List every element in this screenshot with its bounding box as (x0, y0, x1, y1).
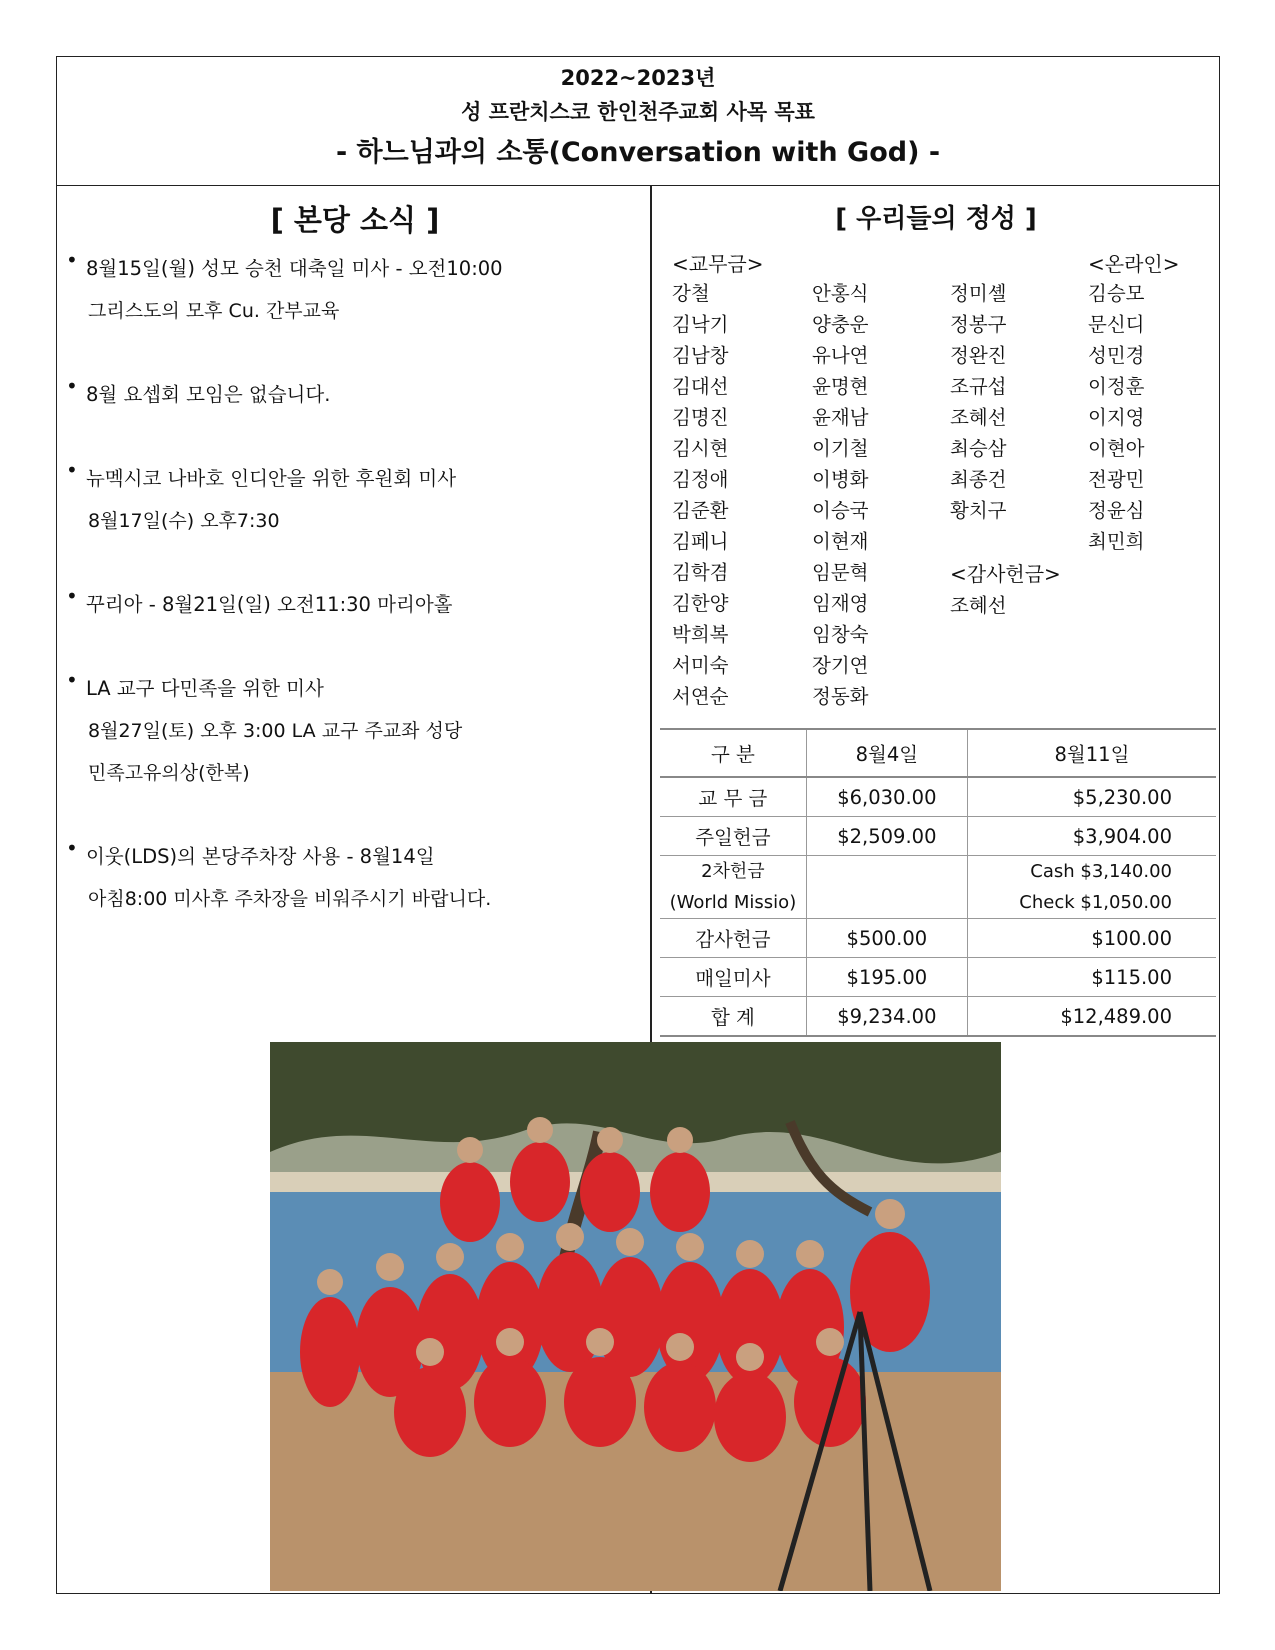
bullet-icon: • (66, 584, 78, 608)
donor-name: 전광민 (1088, 468, 1145, 491)
kyomu-label: <교무금> (672, 252, 764, 276)
news-item (66, 374, 646, 458)
news-item-detail: 아침8:00 미사후 주차장을 비워주시기 바랍니다. (88, 888, 492, 910)
cell-aug4: $6,030.00 (806, 777, 967, 817)
bullet-icon: • (66, 458, 78, 482)
news-item-detail: 민족고유의상(한복) (88, 762, 250, 784)
donor-name: 유나연 (812, 344, 869, 367)
cell-aug4 (806, 856, 967, 919)
row-label-line: (World Missio) (669, 892, 797, 913)
bullet-icon: • (66, 374, 78, 398)
donor-column-3 (950, 278, 1080, 526)
news-item-title: LA 교구 다민족을 위한 미사 (86, 677, 324, 700)
row-label: 감사헌금 (660, 919, 806, 958)
group-photo (270, 1042, 1001, 1591)
donor-name: 조혜선 (950, 406, 1007, 429)
donor-name: 정윤심 (1088, 499, 1145, 522)
header-cell: 8월4일 (806, 729, 967, 777)
news-item-detail: 8월17일(수) 오후7:30 (88, 510, 280, 532)
donor-name: 강철 (672, 282, 710, 305)
donor-name: 성민경 (1088, 344, 1145, 367)
online-label: <온라인> (1088, 252, 1180, 276)
donor-name: 이기철 (812, 437, 869, 460)
table-row (660, 856, 1216, 919)
donor-name: 정동화 (812, 685, 869, 708)
header-goal: 성 프란치스코 한인천주교회 사목 목표 (461, 100, 815, 124)
news-title: [ 본당 소식 ] (270, 203, 440, 237)
donor-name: 이지영 (1088, 406, 1145, 429)
donor-name: 이현재 (812, 530, 869, 553)
table-row (660, 777, 1216, 817)
news-item (66, 248, 646, 374)
donor-name: 안홍식 (812, 282, 869, 305)
donor-name: 서미숙 (672, 654, 729, 677)
donor-column-2 (812, 278, 942, 712)
donor-name: 김명진 (672, 406, 729, 429)
news-item-title: 8월15일(월) 성모 승천 대축일 미사 - 오전10:00 (86, 257, 503, 280)
news-list (66, 248, 646, 920)
donor-name: 임재영 (812, 592, 869, 615)
donor-name: 정완진 (950, 344, 1007, 367)
bullet-icon: • (66, 836, 78, 860)
donor-name: 이정훈 (1088, 375, 1145, 398)
donor-name: 박희복 (672, 623, 729, 646)
table-row-total (660, 997, 1216, 1037)
table-header-row (660, 729, 1216, 777)
cell-aug11: $100.00 (967, 919, 1216, 958)
donor-name: 최민희 (1088, 530, 1145, 553)
news-item-detail: 8월27일(토) 오후 3:00 LA 교구 주교좌 성당 (88, 720, 463, 742)
donor-name: 정봉구 (950, 313, 1007, 336)
cash-amount: Cash $3,140.00 (1030, 861, 1172, 882)
check-amount: Check $1,050.00 (1019, 892, 1172, 913)
bulletin-header (56, 56, 1220, 186)
row-label: 교 무 금 (660, 777, 806, 817)
bullet-icon: • (66, 248, 78, 272)
table-row (660, 919, 1216, 958)
donor-name: 조혜선 (950, 594, 1007, 617)
header-cell: 구 분 (660, 729, 806, 777)
donor-name: 윤명현 (812, 375, 869, 398)
donor-name: 정미셸 (950, 282, 1007, 305)
thanks-column (950, 590, 1080, 621)
cell-aug11 (967, 856, 1216, 919)
news-item-title: 이웃(LDS)의 본당주차장 사용 - 8월14일 (86, 845, 435, 868)
donor-name: 김정애 (672, 468, 729, 491)
donor-name: 이현아 (1088, 437, 1145, 460)
cell-aug4: $9,234.00 (806, 997, 967, 1037)
cell-aug11: $3,904.00 (967, 817, 1216, 856)
donor-name: 황치구 (950, 499, 1007, 522)
row-label: 합 계 (660, 997, 806, 1037)
donor-column-1 (672, 278, 802, 712)
donor-name: 김준환 (672, 499, 729, 522)
donor-name: 김한양 (672, 592, 729, 615)
news-item (66, 836, 646, 920)
offering-table (660, 728, 1216, 1037)
donor-name: 김낙기 (672, 313, 729, 336)
donor-name: 양충운 (812, 313, 869, 336)
row-label: 주일헌금 (660, 817, 806, 856)
row-label (660, 856, 806, 919)
donor-name: 최승삼 (950, 437, 1007, 460)
cell-aug11: $115.00 (967, 958, 1216, 997)
header-cell: 8월11일 (967, 729, 1216, 777)
row-label-line: 2차헌금 (701, 861, 765, 882)
news-item (66, 584, 646, 668)
header-theme: - 하느님과의 소통(Conversation with God) - (335, 137, 941, 168)
header-year: 2022~2023년 (560, 66, 716, 90)
news-item-title: 뉴멕시코 나바호 인디안을 위한 후원회 미사 (86, 467, 457, 490)
online-column (1088, 278, 1218, 557)
donor-name: 조규섭 (950, 375, 1007, 398)
thanks-label: <감사헌금> (950, 562, 1061, 586)
cell-aug4: $195.00 (806, 958, 967, 997)
cell-aug4: $500.00 (806, 919, 967, 958)
news-item (66, 668, 646, 836)
donor-name: 이승국 (812, 499, 869, 522)
donor-name: 임문혁 (812, 561, 869, 584)
bullet-icon: • (66, 668, 78, 692)
donor-name: 김학겸 (672, 561, 729, 584)
donor-name: 김승모 (1088, 282, 1145, 305)
donor-name: 이병화 (812, 468, 869, 491)
offerings-title: [ 우리들의 정성 ] (835, 204, 1037, 234)
table-row (660, 817, 1216, 856)
news-item-title: 꾸리아 - 8월21일(일) 오전11:30 마리아홀 (86, 593, 453, 616)
donor-name: 김남창 (672, 344, 729, 367)
row-label: 매일미사 (660, 958, 806, 997)
donor-name: 임창숙 (812, 623, 869, 646)
table-row (660, 958, 1216, 997)
donor-name: 윤재남 (812, 406, 869, 429)
donor-name: 서연순 (672, 685, 729, 708)
cell-aug4: $2,509.00 (806, 817, 967, 856)
news-item (66, 458, 646, 584)
news-item-detail: 그리스도의 모후 Cu. 간부교육 (88, 300, 340, 322)
news-item-title: 8월 요셉회 모임은 없습니다. (86, 383, 331, 406)
donor-name: 김시현 (672, 437, 729, 460)
donor-name: 김대선 (672, 375, 729, 398)
donor-name: 최종건 (950, 468, 1007, 491)
donor-name: 김페니 (672, 530, 729, 553)
donor-name: 장기연 (812, 654, 869, 677)
cell-aug11: $5,230.00 (967, 777, 1216, 817)
cell-aug11: $12,489.00 (967, 997, 1216, 1037)
donor-name: 문신디 (1088, 313, 1145, 336)
